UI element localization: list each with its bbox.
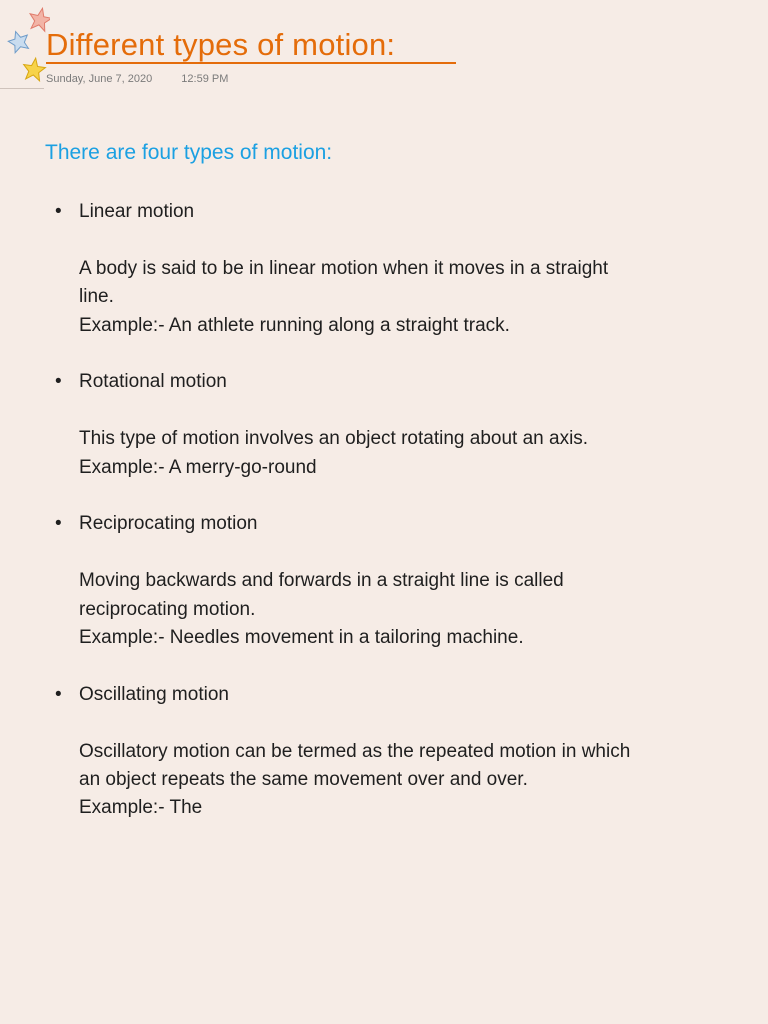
- section-heading: Reciprocating motion: [79, 513, 258, 535]
- section-example: Example:- Needles movement in a tailoring machine.: [79, 627, 524, 649]
- section-example: Example:- The: [79, 797, 203, 819]
- bullet-icon: •: [55, 513, 62, 535]
- section-rotational-motion: [55, 368, 635, 482]
- section-linear-motion: [55, 198, 635, 340]
- list-item: [55, 510, 635, 538]
- section-reciprocating-motion: [55, 510, 635, 652]
- note-timestamp: [46, 73, 228, 85]
- page-title: Different types of motion:: [46, 27, 396, 62]
- title-underline: [46, 62, 456, 64]
- starfish-icon: [6, 4, 50, 84]
- header-divider: [0, 88, 44, 89]
- intro-heading: There are four types of motion:: [45, 141, 333, 164]
- list-item: [55, 368, 635, 396]
- section-heading: Oscillating motion: [79, 683, 229, 705]
- note-time: 12:59 PM: [181, 73, 229, 85]
- section-oscillating-motion: [55, 681, 635, 823]
- list-item: [55, 198, 635, 226]
- section-example: Example:- An athlete running along a straight track.: [79, 314, 510, 336]
- section-heading: Rotational motion: [79, 371, 227, 393]
- section-example: Example:- A merry-go-round: [79, 456, 317, 478]
- section-description: A body is said to be in linear motion when it moves in a straight line.: [79, 257, 609, 308]
- list-item: [55, 681, 635, 709]
- section-description: Oscillatory motion can be termed as the repeated motion in which an object repeats the same movement over and over.: [79, 740, 631, 791]
- bullet-icon: •: [55, 371, 62, 393]
- bullet-icon: •: [55, 683, 62, 705]
- section-heading: Linear motion: [79, 201, 195, 222]
- bullet-icon: •: [55, 201, 62, 222]
- section-description: This type of motion involves an object rotating about an axis.: [79, 428, 589, 450]
- note-date: Sunday, June 7, 2020: [46, 73, 153, 85]
- motion-list: [55, 198, 635, 851]
- section-description: Moving backwards and forwards in a straight line is called reciprocating motion.: [79, 570, 564, 620]
